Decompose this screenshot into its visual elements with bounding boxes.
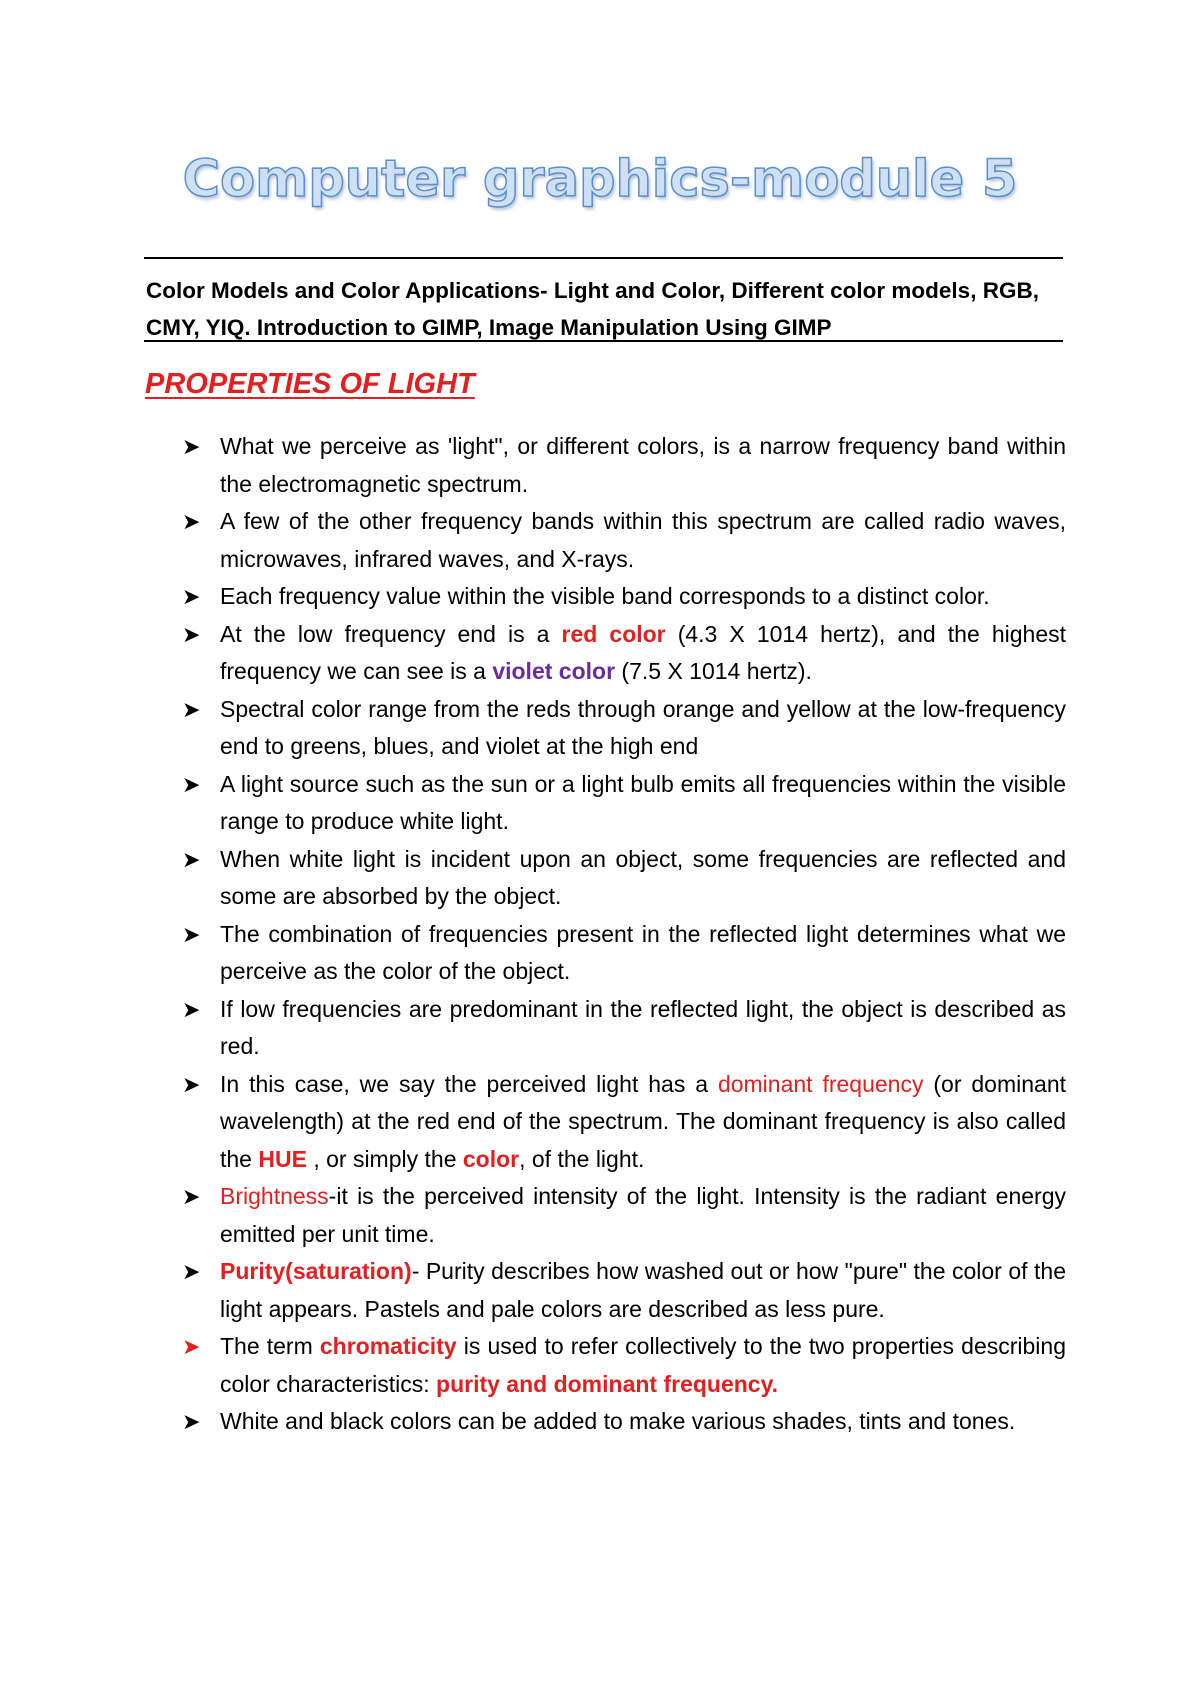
arrowhead-bullet-icon: ➤ (182, 1334, 201, 1359)
arrowhead-bullet-icon: ➤ (182, 584, 201, 609)
bullet-text: (7.5 X 1014 hertz). (615, 658, 812, 684)
list-item (182, 991, 1066, 1066)
arrowhead-bullet-icon: ➤ (182, 996, 201, 1022)
bullet-text: The term (220, 1333, 320, 1359)
list-item (182, 428, 1066, 503)
list-item (182, 616, 1066, 691)
bullet-list (182, 428, 1066, 1441)
arrowhead-bullet-icon: ➤ (182, 434, 201, 459)
list-item (182, 1253, 1066, 1328)
top-divider (144, 257, 1063, 259)
arrowhead-bullet-icon: ➤ (182, 696, 201, 722)
term-brightness: Brightness (220, 1183, 329, 1209)
arrowhead-bullet-icon: ➤ (182, 1071, 201, 1097)
bullet-text: A light source such as the sun or a light bulb emits all frequencies within the visible range to produce white light. (220, 770, 1066, 834)
list-item (182, 1403, 1066, 1441)
term-violet-color: violet color (492, 658, 616, 684)
bullet-text: A few of the other frequency bands within this spectrum are called radio waves, microwaves, infrared waves, and X-rays. (220, 508, 1066, 572)
bullet-text: At the low frequency end is a (220, 620, 562, 647)
list-item (182, 916, 1066, 991)
arrowhead-bullet-icon: ➤ (182, 1409, 201, 1434)
term-hue: HUE (258, 1145, 307, 1172)
term-chromaticity: chromaticity (319, 1333, 457, 1359)
bullet-text: Each frequency value within the visible band corresponds to a distinct color. (220, 583, 990, 609)
arrowhead-bullet-icon: ➤ (182, 771, 201, 797)
arrowhead-bullet-icon: ➤ (182, 621, 201, 647)
bullet-text: White and black colors can be added to make various shades, tints and tones. (220, 1408, 1016, 1434)
bullet-text: (4.3 X 1014 hertz), and the highest frequency we can see is a (220, 620, 1066, 684)
term-dominant-frequency: dominant frequency (717, 1070, 924, 1097)
list-item (182, 691, 1066, 766)
section-heading: PROPERTIES OF LIGHT (145, 368, 475, 400)
bottom-divider (144, 340, 1063, 342)
bullet-text: (or dominant wavelength) at the red end of the spectrum. The dominant frequency is also called the (220, 1070, 1066, 1172)
arrowhead-bullet-icon: ➤ (182, 1184, 201, 1209)
list-item (182, 503, 1066, 578)
arrowhead-bullet-icon: ➤ (182, 846, 201, 872)
bullet-text: , of the light. (519, 1145, 645, 1172)
bullet-text: What we perceive as 'light", or different colors, is a narrow frequency band within the electromagnetic spectrum. (220, 433, 1066, 497)
term-purity-dominant-frequency: purity and dominant frequency. (436, 1370, 779, 1397)
arrowhead-bullet-icon: ➤ (182, 1259, 201, 1284)
arrowhead-bullet-icon: ➤ (182, 509, 201, 534)
term-color: color (462, 1145, 520, 1172)
list-item (182, 841, 1066, 916)
document-title: Computer graphics-module 5 (182, 150, 1018, 209)
bullet-text: When white light is incident upon an object, some frequencies are reflected and some are absorbed by the object. (220, 845, 1066, 909)
bullet-text: is used to refer collectively to the two properties describing color characteristics: (220, 1333, 1067, 1397)
bullet-text: , or simply the (306, 1145, 463, 1172)
arrowhead-bullet-icon: ➤ (182, 921, 201, 947)
bullet-text: If low frequencies are predominant in the reflected light, the object is described as red. (220, 995, 1066, 1059)
term-purity: Purity(saturation) (220, 1258, 412, 1284)
list-item (182, 1328, 1066, 1403)
list-item (182, 578, 1066, 616)
list-item (182, 1066, 1066, 1179)
bullet-text: In this case, we say the perceived light has a (220, 1070, 718, 1097)
bullet-text: -it is the perceived intensity of the light. Intensity is the radiant energy emitted per unit time. (220, 1183, 1066, 1247)
term-red-color: red color (561, 620, 666, 647)
bullet-text: Spectral color range from the reds through orange and yellow at the low-frequency end to greens, blues, and violet at the high end (220, 695, 1066, 759)
list-item (182, 766, 1066, 841)
bullet-text: The combination of frequencies present in the reflected light determines what we perceive as the color of the object. (220, 920, 1066, 984)
list-item (182, 1178, 1066, 1253)
bullet-text: - Purity describes how washed out or how "pure" the color of the light appears. Pastels and pale colors are described as less pure. (220, 1258, 1066, 1322)
module-subject: Color Models and Color Applications- Light and Color, Different color models, RGB, CMY, YIQ. Introduction to GIMP, Image Manipulation Using GIMP (146, 278, 1039, 340)
